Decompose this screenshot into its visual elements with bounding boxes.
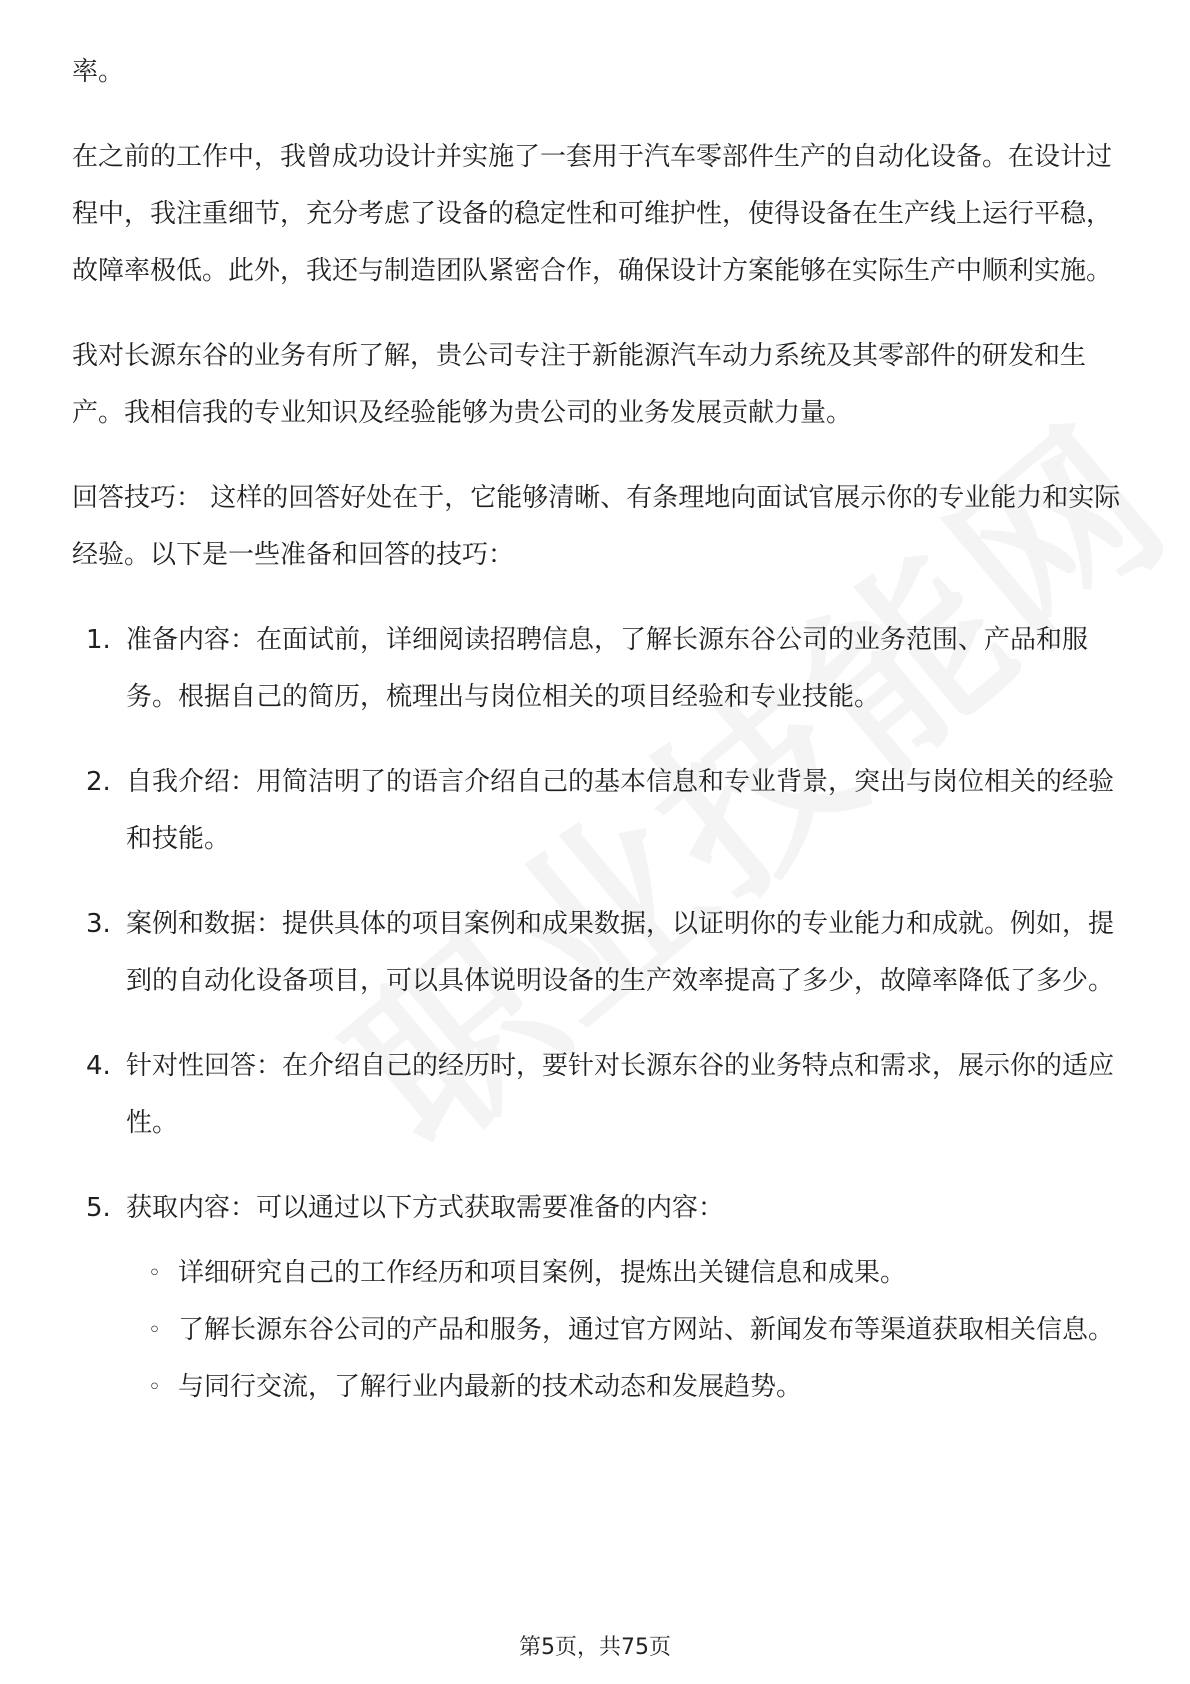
- list-item: [72, 1180, 1122, 1416]
- page-number-footer: 第5页，共75页: [519, 1635, 671, 1660]
- list-item: [72, 1038, 1122, 1152]
- sub-list-item: [126, 1302, 1122, 1359]
- list-number: 5.: [86, 1193, 111, 1223]
- tips-list: [72, 612, 1122, 1416]
- sub-list-item: [126, 1245, 1122, 1302]
- paragraph-experience: 在之前的工作中，我曾成功设计并实施了一套用于汽车零部件生产的自动化设备。在设计过程中，我注重细节，充分考虑了设备的稳定性和可维护性，使得设备在生产线上运行平稳，故障率极低。此外，我还与制造团队紧密合作，确保设计方案能够在实际生产中顺利实施。: [72, 142, 1113, 286]
- bullet-icon: ◦: [148, 1375, 161, 1400]
- list-item-text: 案例和数据：提供具体的项目案例和成果数据，以证明你的专业能力和成就。例如，提到的自动化设备项目，可以具体说明设备的生产效率提高了多少，故障率降低了多少。: [126, 909, 1115, 996]
- list-number: 2.: [86, 767, 111, 797]
- list-number: 1.: [86, 625, 111, 655]
- paragraph-company: 我对长源东谷的业务有所了解，贵公司专注于新能源汽车动力系统及其零部件的研发和生产。我相信我的专业知识及经验能够为贵公司的业务发展贡献力量。: [72, 341, 1087, 428]
- paragraph-continuation: 率。: [72, 57, 125, 87]
- bullet-icon: ◦: [148, 1261, 161, 1286]
- sub-list-item-text: 了解长源东谷公司的产品和服务，通过官方网站、新闻发布等渠道获取相关信息。: [178, 1315, 1115, 1345]
- list-item-text: 准备内容：在面试前，详细阅读招聘信息，了解长源东谷公司的业务范围、产品和服务。根据自己的简历，梳理出与岗位相关的项目经验和专业技能。: [126, 625, 1089, 712]
- sub-list-item-text: 详细研究自己的工作经历和项目案例，提炼出关键信息和成果。: [178, 1258, 907, 1288]
- paragraph-tips-intro: 回答技巧： 这样的回答好处在于，它能够清晰、有条理地向面试官展示你的专业能力和实际经验。以下是一些准备和回答的技巧：: [72, 483, 1121, 570]
- bullet-icon: ◦: [148, 1318, 161, 1343]
- list-item: [72, 896, 1122, 1010]
- list-item-text: 自我介绍：用简洁明了的语言介绍自己的基本信息和专业背景，突出与岗位相关的经验和技能。: [126, 767, 1115, 854]
- list-item: [72, 612, 1122, 726]
- sub-list: [126, 1245, 1122, 1416]
- list-number: 4.: [86, 1051, 111, 1081]
- list-item-text: 获取内容：可以通过以下方式获取需要准备的内容：: [126, 1193, 725, 1223]
- list-item: [72, 754, 1122, 868]
- sub-list-item-text: 与同行交流，了解行业内最新的技术动态和发展趋势。: [178, 1372, 803, 1402]
- sub-list-item: [126, 1359, 1122, 1416]
- list-item-text: 针对性回答：在介绍自己的经历时，要针对长源东谷的业务特点和需求，展示你的适应性。: [126, 1051, 1115, 1138]
- list-number: 3.: [86, 909, 111, 939]
- document-body: [72, 44, 1122, 1444]
